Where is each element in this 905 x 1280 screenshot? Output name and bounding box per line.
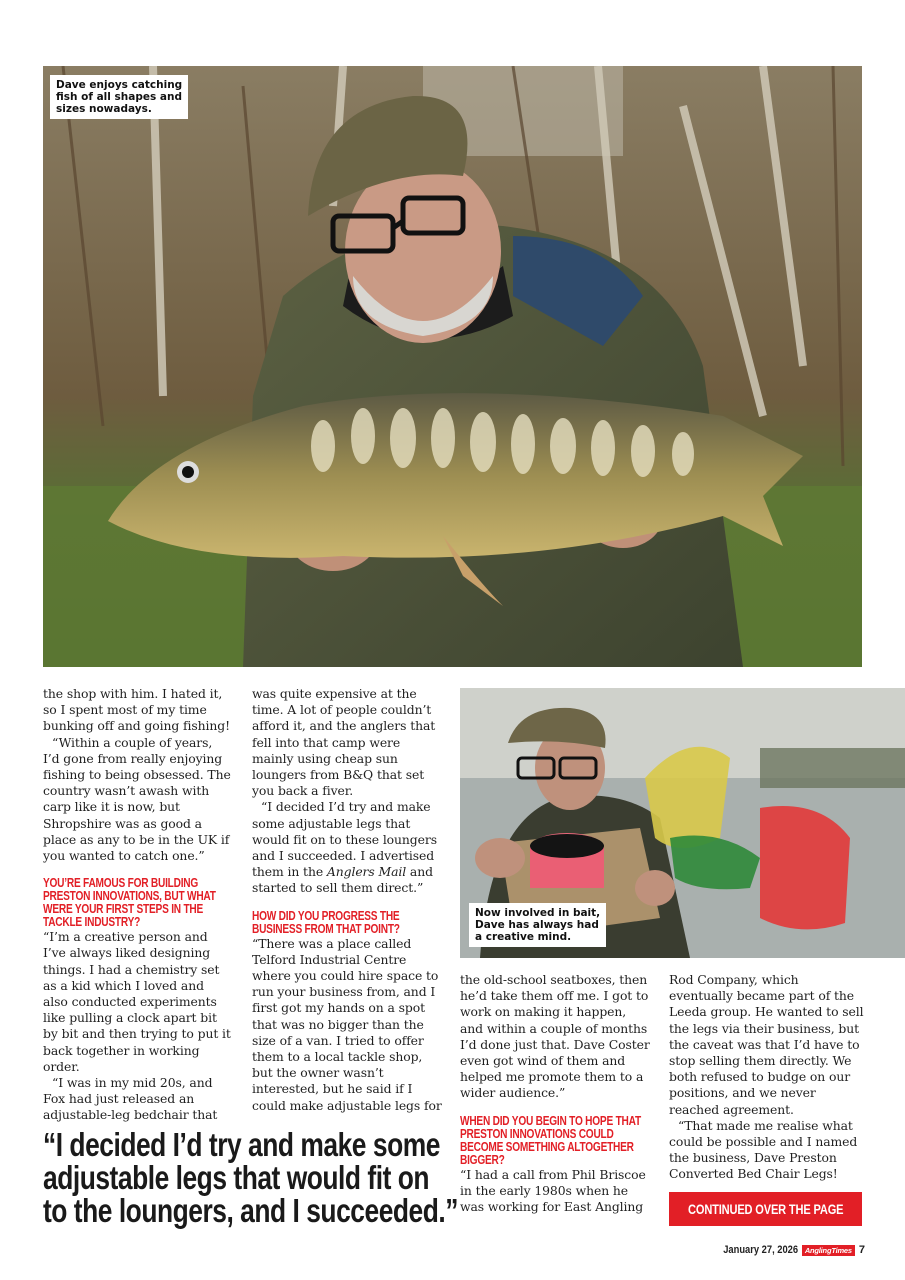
bait-photo-caption: Now involved in bait, Dave has always had a creative mind. [469, 903, 606, 947]
bait-photo [460, 688, 905, 958]
paragraph-text: “I decided I’d try and make some adjustable legs that would fit on to these loungers and I succeeded. I advertised them in the [252, 799, 437, 880]
paragraph: the shop with him. I hated it, so I spent most of my time bunking off and going fishing! [43, 686, 230, 734]
article-column-4 [669, 972, 865, 1183]
page-footer [710, 1243, 865, 1257]
issue-date: January 27, 2026 [722, 1244, 798, 1256]
angler-with-mirror-carp-image [43, 66, 862, 667]
paragraph: “I had a call from Phil Briscoe in the early 1980s when he was working for East Angling [460, 1166, 646, 1215]
continued-over-the-page-banner [669, 1192, 862, 1226]
paragraph: “I’m a creative person and I’ve always liked designing things. I had a chemistry set as a kid which I loved and also conducted experiments like pulling a clock apart bit by bit and then trying to put it back together in working order. [43, 929, 231, 1074]
section-heading: WHEN DID YOU BEGIN TO HOPE THAT PRESTON INNOVATIONS COULD BECOME SOMETHING ALTOGETHER BIGGER? [460, 1112, 641, 1167]
page-number: 7 [858, 1244, 865, 1256]
paragraph-text: and started to sell them direct.” [252, 864, 433, 896]
paragraph: the old-school seatboxes, then he’d take them off me. I got to work on making it happen, and within a couple of months I’d done just that. Dave Coster even got wind of them and helped me promote them to a wider audience.” [460, 972, 650, 1101]
publication-name: Anglers Mail [326, 864, 407, 880]
article-column-2 [252, 686, 444, 1114]
section-heading: HOW DID YOU PROGRESS THE BUSINESS FROM THAT POINT? [252, 907, 400, 936]
article-column-3 [460, 972, 652, 1215]
pull-quote: “I decided I’d try and make some adjustable legs that would fit on to the loungers, and I succeeded.” [43, 1126, 458, 1229]
main-photo [43, 66, 862, 667]
continued-label: CONTINUED OVER THE PAGE [687, 1201, 844, 1217]
section-heading: YOU’RE FAMOUS FOR BUILDING PRESTON INNOVATIONS, BUT WHAT WERE YOUR FIRST STEPS IN THE TACKLE INDUSTRY? [43, 875, 216, 930]
paragraph: was quite expensive at the time. A lot of people couldn’t afford it, and the anglers that fell into that camp were mainly using cheap sun loungers from B&Q that set you back a fiver. [252, 686, 436, 799]
paragraph: “There was a place called Telford Industrial Centre where you could hire space to run your business from, and I first got my hands on a spot that was no bigger than the size of a van. I tried to offer them to a local tackle shop, but the owner wasn’t interested, but he said if I could make adjustable legs for [252, 935, 442, 1113]
paragraph [252, 799, 444, 896]
paragraph: Rod Company, which eventually became part of the Leeda group. He wanted to sell the legs via their business, but the caveat was that I’d have to stop selling them directly. We both refused to budge on our positions, and we never reached agreement. [669, 972, 864, 1117]
main-photo-caption: Dave enjoys catching fish of all shapes and sizes nowadays. [50, 75, 188, 119]
article-column-1 [43, 686, 231, 1124]
paragraph: “I was in my mid 20s, and Fox had just released an adjustable-leg bedchair that [43, 1075, 218, 1123]
paragraph: “That made me realise what could be possible and I named the business, Dave Preston Converted Bed Chair Legs! [669, 1117, 858, 1182]
magazine-logo: AnglingTimes [802, 1245, 855, 1256]
paragraph: “Within a couple of years, I’d gone from really enjoying fishing to being obsessed. The country wasn’t awash with carp like it is now, but Shropshire was as good a place as any to be in the UK if you wanted to catch one.” [43, 734, 231, 864]
